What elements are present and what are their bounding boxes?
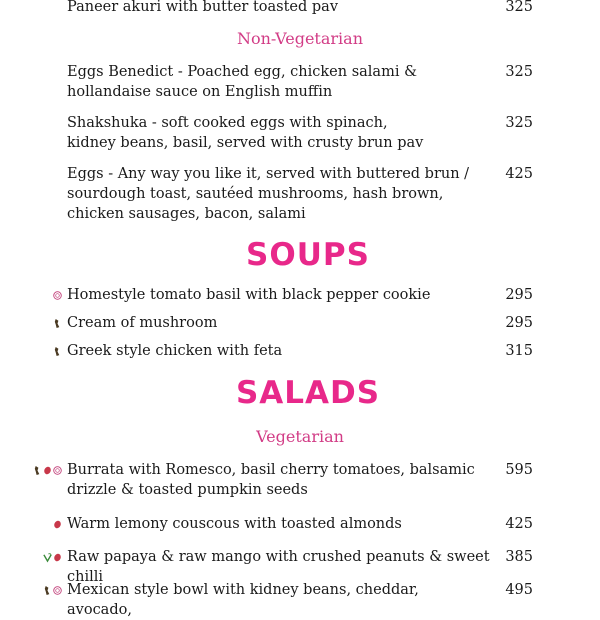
menu-item-price: 325 xyxy=(505,115,533,131)
item-line: chicken sausages, bacon, salami xyxy=(67,206,306,222)
menu-item-eggs-any-way xyxy=(67,164,487,224)
menu-item-price: 425 xyxy=(505,166,533,182)
menu-item-cream-of-mushroom: Cream of mushroom xyxy=(67,315,218,331)
item-line: Shakshuka - soft cooked eggs with spinach, xyxy=(67,115,388,131)
menu-item-eggs-benedict xyxy=(67,62,467,102)
menu-item-shakshuka xyxy=(67,113,467,153)
dietary-icons xyxy=(43,547,62,567)
subheading-vegetarian: Vegetarian xyxy=(256,427,344,446)
lactose-icon xyxy=(53,465,62,476)
dietary-icons xyxy=(33,460,62,480)
menu-item-price: 315 xyxy=(505,343,533,359)
chef-special-icon xyxy=(43,585,52,596)
vegan-icon xyxy=(43,552,52,563)
item-line: kidney beans, basil, served with crusty brun pav xyxy=(67,135,424,151)
dietary-icons xyxy=(53,514,62,534)
menu-item-mexican-bowl: Mexican style bowl with kidney beans, cheddar, avocado, xyxy=(67,582,419,618)
item-line: sourdough toast, sautéed mushrooms, hash brown, xyxy=(67,186,444,202)
menu-item-raw-papaya: Raw papaya & raw mango with crushed peanuts & sweet chilli xyxy=(67,549,490,585)
item-line: Eggs Benedict - Poached egg, chicken salami & xyxy=(67,64,417,80)
section-title-salads: SALADS xyxy=(235,375,381,411)
nut-icon xyxy=(53,552,62,563)
dietary-icons xyxy=(43,580,62,600)
chef-special-icon xyxy=(33,465,42,476)
lactose-icon xyxy=(53,585,62,596)
menu-item-greek-chicken-soup: Greek style chicken with feta xyxy=(67,343,283,359)
subheading-non-vegetarian: Non-Vegetarian xyxy=(236,29,364,48)
dietary-icons xyxy=(53,285,62,305)
chef-special-icon xyxy=(53,346,62,357)
menu-item-burrata xyxy=(67,460,487,500)
menu-item-price: 295 xyxy=(505,315,533,331)
menu-item-couscous: Warm lemony couscous with toasted almonds xyxy=(67,516,402,532)
item-line: Eggs - Any way you like it, served with buttered brun / xyxy=(67,166,470,182)
menu-item-paneer-akuri: Paneer akuri with butter toasted pav xyxy=(67,0,339,15)
section-title-soups: SOUPS xyxy=(246,237,370,273)
dietary-icons xyxy=(53,313,62,333)
menu-item-price: 295 xyxy=(505,287,533,303)
menu-item-tomato-basil-soup: Homestyle tomato basil with black pepper cookie xyxy=(67,287,431,303)
menu-item-price: 595 xyxy=(505,462,533,478)
nut-icon xyxy=(43,465,52,476)
item-line: Burrata with Romesco, basil cherry tomatoes, balsamic xyxy=(67,462,475,478)
lactose-icon xyxy=(53,290,62,301)
menu-item-price: 425 xyxy=(505,516,533,532)
menu-item-price: 385 xyxy=(505,549,533,565)
chef-special-icon xyxy=(53,318,62,329)
dietary-icons xyxy=(53,341,62,361)
menu-item-price: 495 xyxy=(505,582,533,598)
item-line: drizzle & toasted pumpkin seeds xyxy=(67,482,308,498)
menu-item-price: 325 xyxy=(505,64,533,80)
item-line: hollandaise sauce on English muffin xyxy=(67,84,333,100)
nut-icon xyxy=(53,519,62,530)
menu-item-price: 325 xyxy=(505,0,533,15)
